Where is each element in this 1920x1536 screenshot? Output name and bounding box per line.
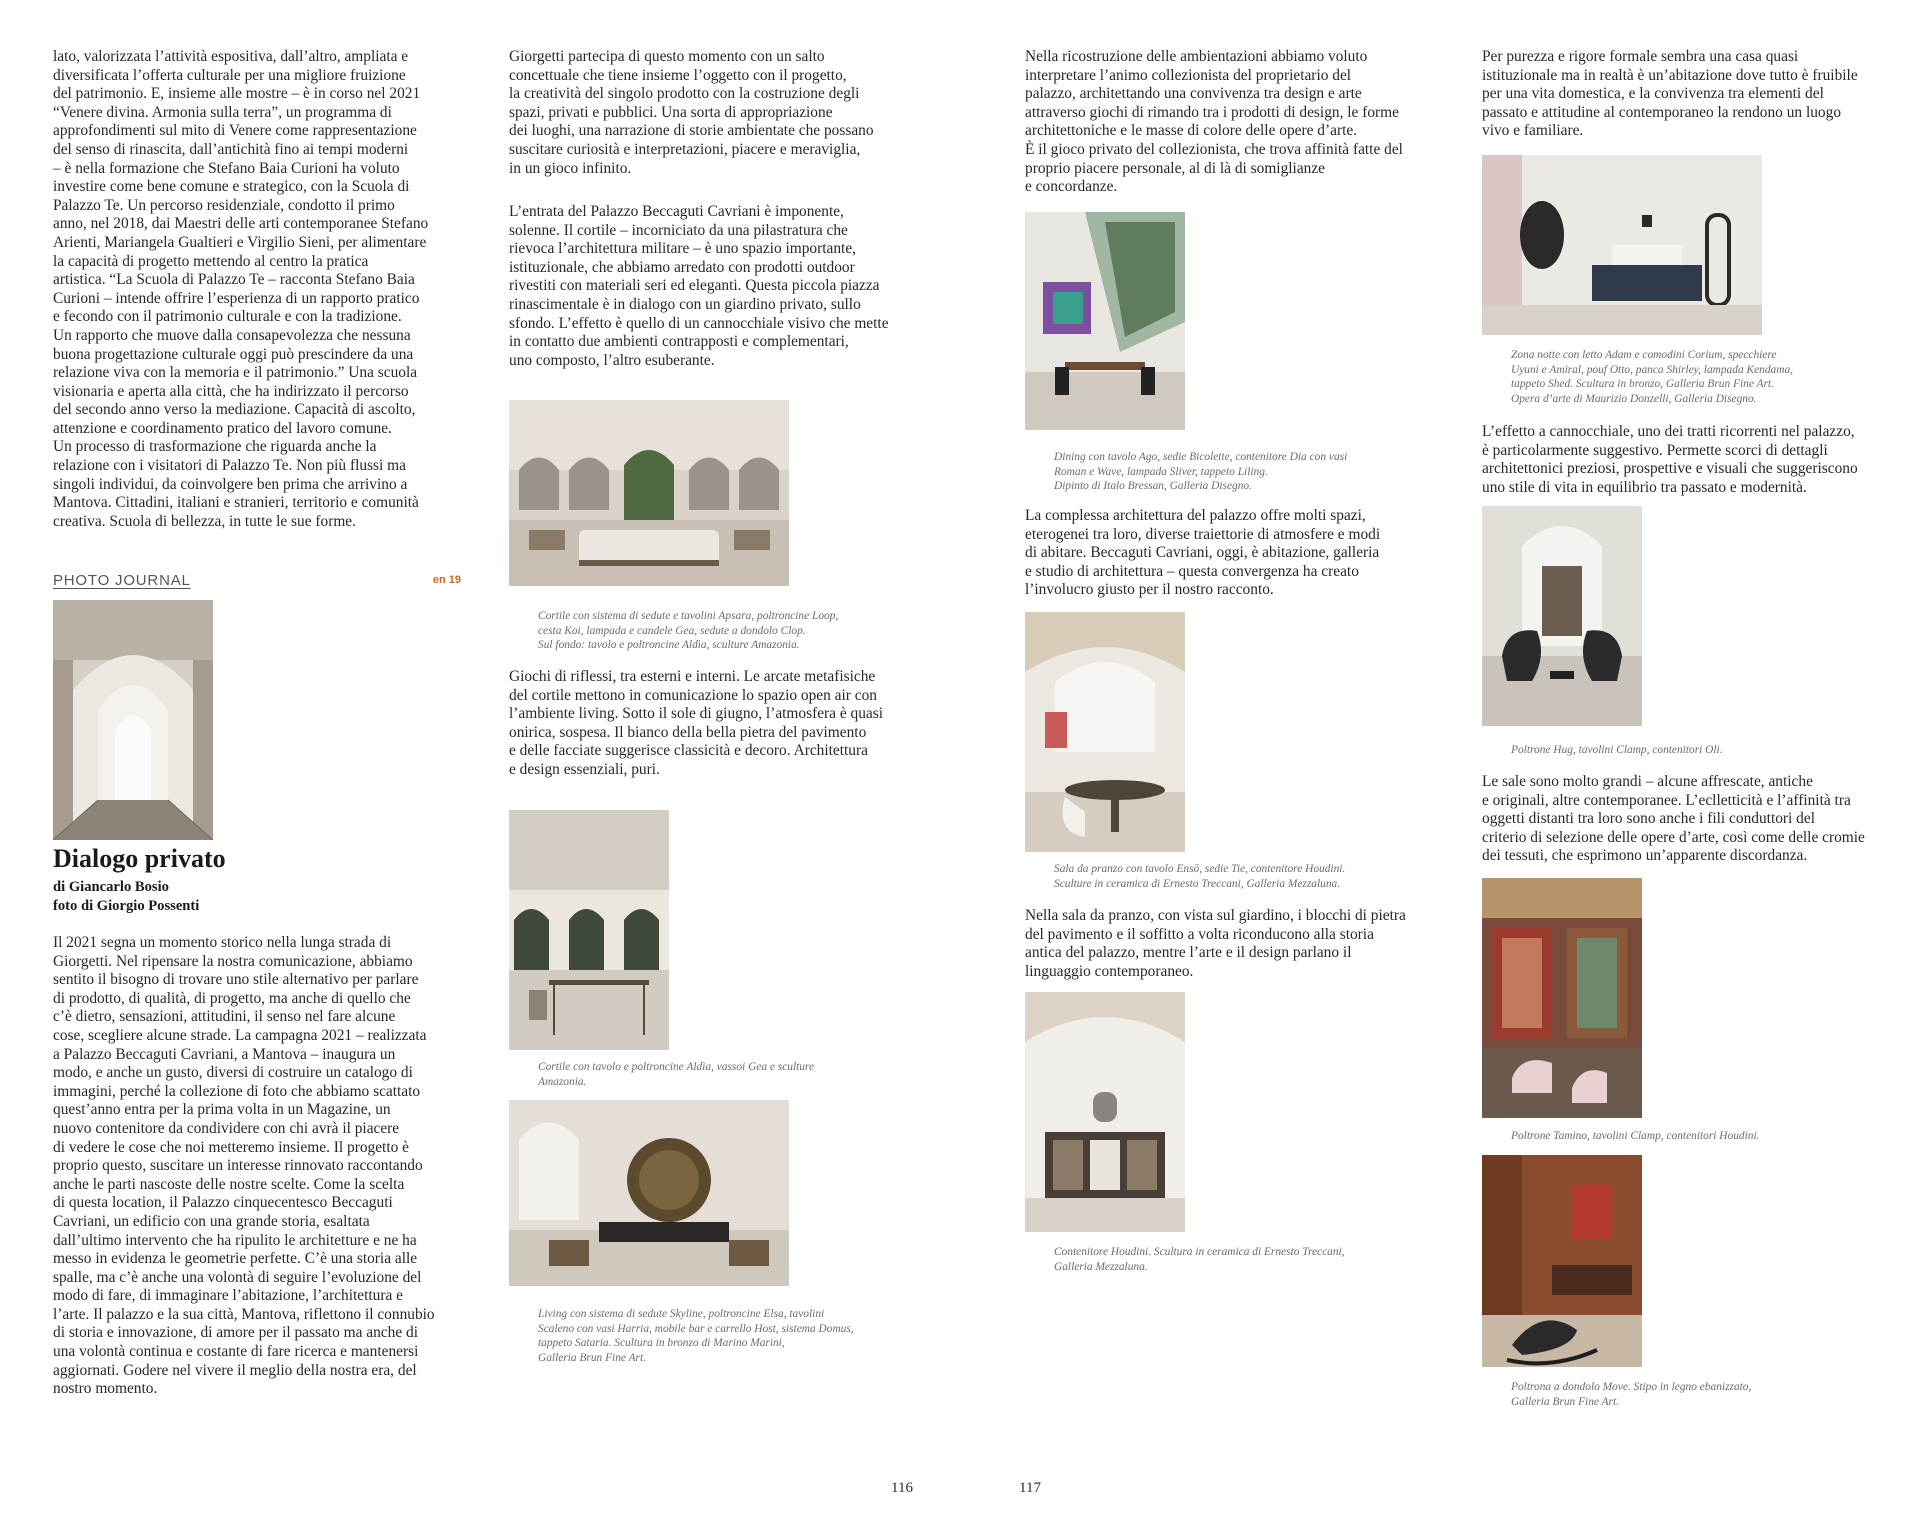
page-number-right: 117 — [1019, 1480, 1041, 1496]
section-ref: en 19 — [432, 574, 461, 586]
body-text-col3-b: La complessa architettura del palazzo offre molti spazi, eterogenei tra loro, diverse traiettorie di atmosfere e modi di abitare. Beccaguti Cavriani, oggi, è abitazione, galleria e studio di architettura – questa convergenza ha creato l’involucro giusto per il nostro racconto. — [1025, 507, 1381, 599]
body-text-col4-b: L’effetto a cannocchiale, uno dei tratti ricorrenti nel palazzo, è particolarmente suggestivo. Permette scorci di dettagli architettonici preziosi, prospettive e visuali che suggeriscono uno stile di vita in equilibrio tra passato e modernità. — [1482, 423, 1858, 496]
caption-sala-pranzo: Sala da pranzo con tavolo Ensō, sedie Tie, contenitore Houdini. Sculture in ceramica di Ernesto Treccani, Galleria Mezzaluna. — [1054, 863, 1346, 890]
caption-contenitore: Contenitore Houdini. Scultura in ceramica di Ernesto Treccani, Galleria Mezzaluna. — [1054, 1246, 1345, 1273]
photo-corridor — [53, 600, 213, 840]
photo-living — [509, 1100, 789, 1286]
armchairs-image — [1482, 506, 1642, 726]
caption-hug: Poltrone Hug, tavolini Clamp, contenitori Oli. — [1511, 744, 1723, 756]
photo-tamino — [1482, 878, 1642, 1118]
dining-room-image — [1025, 212, 1185, 430]
caption-dining: Dining con tavolo Ago, sedie Bicolette, contenitore Dia con vasi Roman e Wave, lampada Sliver, tappeto Liling. Dipinto di Italo Bressan, Galleria Disegno. — [1054, 451, 1348, 493]
photo-sala-pranzo — [1025, 612, 1185, 852]
photo-dining — [1025, 212, 1185, 430]
photo-zona-notte — [1482, 155, 1762, 335]
section-header — [53, 570, 461, 590]
page-number-left: 116 — [891, 1480, 913, 1496]
caption-zona-notte: Zona notte con letto Adam e comodini Corium, specchiere Uyuni e Amiral, pouf Otto, panca Shirley, lampada Kendama, tappeto Shed. Scultura in bronzo, Galleria Brun Fine Art. Opera d’arte di Maurizio Donzelli, Galleria Disegno. — [1511, 349, 1794, 405]
byline — [53, 878, 199, 915]
body-text-col4-a: Per purezza e rigore formale sembra una casa quasi istituzionale ma in realtà è un’abitazione dove tutto è fruibile per una vita domestica, e la convivenza tra elementi del passato e attitudine al contemporaneo la rendono un luogo vivo e familiare. — [1482, 48, 1858, 140]
cabinet-image — [1025, 992, 1185, 1232]
photo-hug — [1482, 506, 1642, 726]
frescoed-hall-image — [1482, 878, 1642, 1118]
photo-cortile-1 — [509, 400, 789, 586]
living-room-image — [509, 1100, 789, 1286]
bedroom-image — [1482, 155, 1762, 335]
body-text-col3-c: Nella sala da pranzo, con vista sul giardino, i blocchi di pietra del pavimento e il soffitto a volta riconducono alla storia antica del palazzo, mentre l’arte e il design parlano il linguaggio contemporaneo. — [1025, 907, 1406, 980]
body-text-col4-c: Le sale sono molto grandi – alcune affrescate, antiche e originali, altre contemporanee. L’eclletticità e l’affinità tra oggetti distanti tra loro sono anche i fili conduttori del criterio di selezione delle opere d’arte, così come delle cromie dei tessuti, che esprimono un’apparente discordanza. — [1482, 773, 1865, 865]
body-text-col3-a: Nella ricostruzione delle ambientazioni abbiamo voluto interpretare l’animo collezionista del proprietario del palazzo, architettando una convivenza tra design e arte attraverso giochi di rimando tra i prodotti di design, le forme architettoniche e le masse di colore delle opere d’arte. È il gioco privato del collezionista, che trova affinità fatte del proprio piacere personale, al di là di somiglianze e concordanze. — [1025, 48, 1403, 196]
article-title: Dialogo privato — [53, 844, 226, 873]
caption-tamino: Poltrone Tamino, tavolini Clamp, contenitori Houdini. — [1511, 1130, 1760, 1142]
courtyard-table-image — [509, 810, 669, 1050]
caption-cortile-2: Cortile con tavolo e poltroncine Aldìa, vassoi Gea e sculture Amazonia. — [538, 1061, 815, 1088]
body-text-col2-c: Giochi di riflessi, tra esterni e interni. Le arcate metafisiche del cortile mettono in comunicazione lo spazio open air con l’ambiente living. Sotto il sole di giugno, l’atmosfera è quasi onirica, sospesa. Il bianco della bella pietra del pavimento e delle facciate suggerisce classicità e decoro. Architettura e design essenziali, puri. — [509, 668, 884, 778]
photo-cortile-2 — [509, 810, 669, 1050]
courtyard-seating-image — [509, 400, 789, 586]
photographer: foto di Giorgio Possenti — [53, 897, 200, 914]
rocking-chair-image — [1482, 1155, 1642, 1367]
caption-cortile-1: Cortile con sistema di sedute e tavolini Apsara, poltroncine Loop, cesta Koi, lampada e candele Gea, sedute a dondolo Clop. Sul fondo: tavolo e poltroncine Aldìa, sculture Amazonia. — [538, 610, 839, 652]
body-text-col1-intro: Il 2021 segna un momento storico nella lunga strada di Giorgetti. Nel ripensare la nostra comunicazione, abbiamo sentito il bisogno di trovare uno stile alternativo per parlare di prodotto, di qualità, di progetto, ma anche di quello che c’è dietro, sensazioni, attitudini, il senso nel fare alcune cose, scegliere alcune strade. La campagna 2021 – realizzata a Palazzo Beccaguti Cavriani, a Mantova – inaugura un modo, e anche un gusto, diversi di costruire un catalogo di immagini, perché la collezione di foto che abbiamo scattato quest’anno entra per la prima volta in un Magazine, un nuovo contenitore da condividere con chi avrà il piacere di vedere le cose che noi metteremo insieme. Il progetto è proprio questo, suscitare un interesse rinnovato raccontando anche le parti nascoste delle nostre scelte. Come la scelta di questa location, il Palazzo cinquecentesco Beccaguti Cavriani, un edificio con una grande storia, esaltata dall’ultimo intervento che ha ripulito le architetture e ne ha messo in evidenza le geometrie perfette. C’è una storia alle spalle, ma c’è anche una volontà di seguire l’evoluzione del modo di fare, di immaginare l’abitazione, l’architettura e l’arte. Il palazzo e la sua città, Mantova, riflettono il connubio di storia e innovazione, di amore per il passato ma anche di una volontà continua e costante di fare ricerca e mantenersi aggiornati. Godere nel vivere il meglio della nostra era, del nostro momento. — [53, 934, 435, 1398]
section-label: PHOTO JOURNAL — [53, 571, 191, 589]
photo-contenitore — [1025, 992, 1185, 1232]
body-text-col2-b: L’entrata del Palazzo Beccaguti Cavriani è imponente, solenne. Il cortile – incorniciato da una pilastratura che rievoca l’architettura militare – è uno spazio importante, istituzionale, che abbiamo arredato con prodotti outdoor rivestiti con materiali seri ed eleganti. Questa piccola piazza rinascimentale è in dialogo con un giardino privato, sullo sfondo. L’effetto è quello di un cannocchiale visivo che mette in contatto due ambienti contrapposti e complementari, uno composto, l’altro esuberante. — [509, 203, 889, 369]
photo-move — [1482, 1155, 1642, 1367]
author: di Giancarlo Bosio — [53, 879, 169, 895]
caption-move: Poltrona a dondolo Move. Stipo in legno ebanizzato, Galleria Brun Fine Art. — [1511, 1381, 1752, 1408]
body-text-col2-a: Giorgetti partecipa di questo momento con un salto concettuale che tiene insieme l’oggetto con il progetto, la creatività del singolo prodotto con la costruzione degli spazi, privati e pubblici. Una sorta di appropriazione dei luoghi, una narrazione di storie ambientate che possano suscitare curiosità e interpretazioni, piacere e meraviglia, in un gioco infinito. — [509, 48, 874, 177]
frescoed-dining-image — [1025, 612, 1185, 852]
caption-living: Living con sistema di sedute Skyline, poltroncine Elsa, tavolini Scaleno con vasi Harria, mobile bar e carrello Host, sistema Domus, tappeto Sataria. Scultura in bronzo di Marino Marini, Galleria Brun Fine Art. — [538, 1308, 854, 1364]
arched-corridor-image — [53, 600, 213, 840]
body-text-col1-top: lato, valorizzata l’attività espositiva, dall’altro, ampliata e diversificata l’offerta culturale per una migliore fruizione del patrimonio. E, insieme alle mostre – è in corso nel 2021 “Venere divina. Armonia sulla terra”, un programma di approfondimenti sul mito di Venere come rappresentazione del senso di rinascita, dall’antichità fino ai tempi moderni – è nella formazione che Stefano Baia Curioni ha voluto investire come bene comune e strategico, con la Scuola di Palazzo Te. Un percorso residenziale, condotto il primo anno, nel 2018, dai Maestri delle arti contemporanee Stefano Arienti, Mariangela Gualtieri e Virgilio Sieni, per alimentare la capacità di progetto mettendo al centro la pratica artistica. “La Scuola di Palazzo Te – racconta Stefano Baia Curioni – intende offrire l’esperienza di un rapporto pratico e fecondo con il patrimonio culturale e con la tradizione. Un rapporto che muove dalla consapevolezza che nessuna buona progettazione culturale oggi può prescindere da una relazione viva con la memoria e il patrimonio.” Una scuola visionaria e aperta alla città, che ha indirizzato il percorso del secondo anno verso la mediazione. Capacità di ascolto, attenzione e coordinamento pratico del lavoro comune. Un processo di trasformazione che riguarda anche la relazione con i visitatori di Palazzo Te. Non più flussi ma singoli individui, da coinvolgere ben prima che arrivino a Mantova. Cittadini, italiani e stranieri, territorio e comunità creativa. Scuola di bellezza, in tutte le sue forme. — [53, 48, 429, 530]
